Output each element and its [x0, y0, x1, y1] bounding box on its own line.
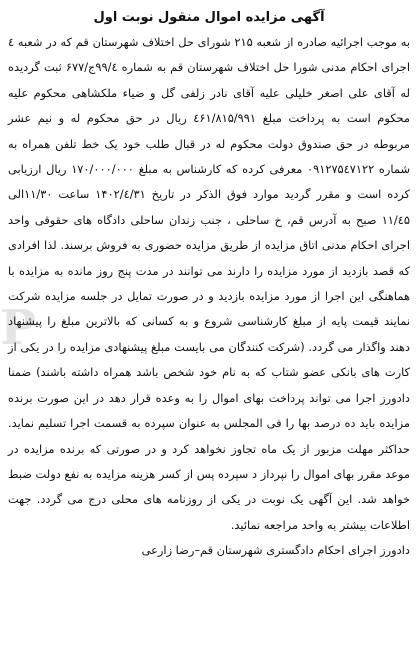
notice-title: آگهی مزایده اموال منقول نوبت اول: [93, 10, 325, 25]
notice-body: به موجب اجرائیه صادره از شعبه ۲۱۵ شورای حل اختلاف شهرستان قم که در شعبه ٤ اجرای احکام مدنی شورا حل اختلاف شهرستان قم به شماره ۹۹/٤ج/۶۷۷ ثبت گردیده له آقای علی اصغر خلیلی علیه آقای نادر زلفی گل و ضیاء ملکشاهی محکوم علیه محکوم است به پرداخت مبلغ ٤۶۱/۸۱۵/۹۹۱ ریال در حق محکوم له و نیم عشر مربوطه در حق صندوق دولت محکوم له در قبال طلب خود یک خط تلفن همراه به شماره ۰۹۱۲۷۵٤۷۱۲۲ معرفی کرده که کارشناس به مبلغ ۱۷۰/۰۰۰/۰۰۰ ریال ارزیابی کرده است و مقرر گردید موارد فوق الذکر در تاریخ ۱۴۰۲/٤/۳۱ ساعت ۱۱/۳۰الی ۱۱/٤۵ صبح به آدرس قم، خ ساحلی ، جنب زندان ساحلی دادگاه های حقوقی واحد اجرای احکام مدنی اتاق مزایده از طریق مزایده حضوری به فروش برسند. لذا افرادی که قصد بازدید از مورد مزایده را دارند می توانند در مدت پنج روز مانده به مزایده با هماهنگی این اجرا از مورد مزایده بازدید و در صورت تمایل در جلسه مزایده شرکت نمایند قیمت پایه از مبلغ کارشناسی شروع و به کسانی که بالاترین مبلغ را پیشنهاد دهند واگذار می گردد. (شرکت کنندگان می بایست مبلغ پیشنهادی مزایده را در یکی از کارت های بانکی عضو شتاب که به نام خود شخص باشد همراه داشته باشند) ضمنا دادورز اجرا می تواند پرداخت بهای اموال را به وعده قرار دهد در این صورت برنده مزایده باید ده درصد بها را فی المجلس به عنوان سپرده به قسمت اجرا تسلیم نماید. حداکثر مهلت مزبور از یک ماه تجاوز نخواهد کرد و در صورتی که برنده مزایده در موعد مقرر بهای اموال را نپرداز د سپرده پس از کسر هزینه مزایده به نفع دولت ضبط خواهد شد. این آگهی یک نوبت در یکی از روزنامه های محلی درج می گردد. جهت اطلاعات بیشتر به واحد مراجعه نمائید.: [8, 35, 410, 532]
watermark-logo: P: [0, 300, 37, 356]
notice-signature: دادورز اجرای احکام دادگستری شهرستان قم–رضا زارعی: [141, 543, 410, 558]
